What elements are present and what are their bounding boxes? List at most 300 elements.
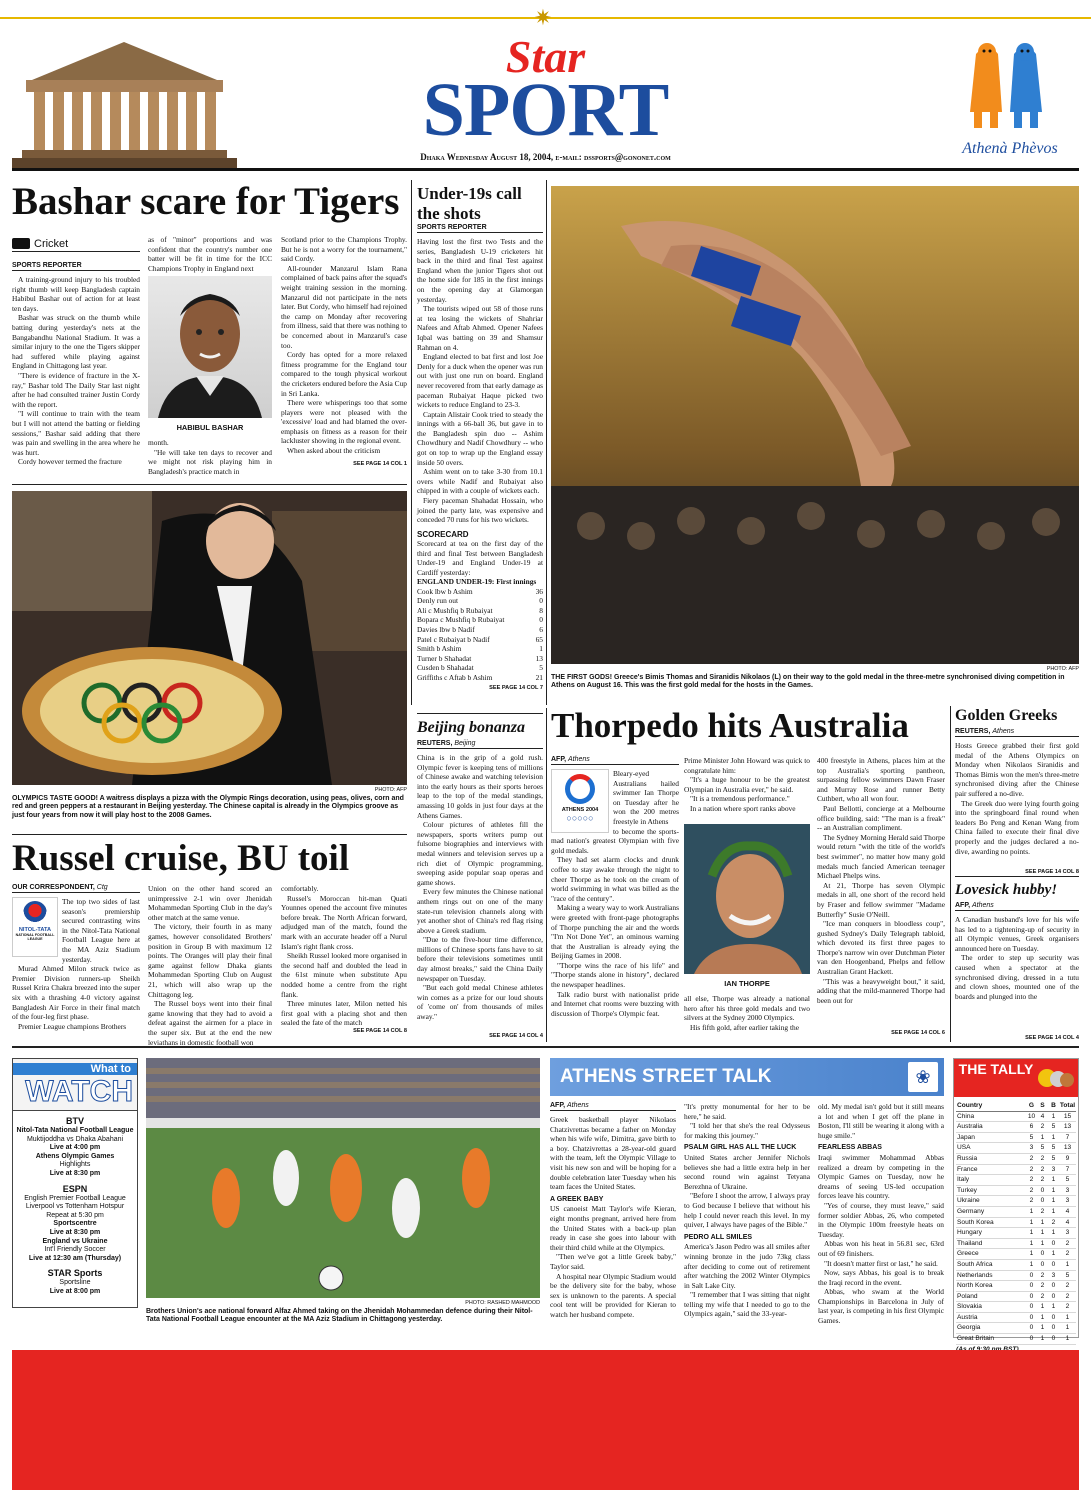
paragraph: Abbas won his heat in 56.81 sec, 63rd out of 69 finishers. (818, 1239, 944, 1258)
listing-line: Live at 8:30 pm (49, 1228, 101, 1236)
scorecard-row (417, 587, 543, 597)
paragraph: 400 freestyle in Athens, places him at the top Australia's sporting pantheon, surpassing fellow swimmers Dawn Fraser and Murray Rose and runner Betty Cuthbert, who all won four. (817, 756, 945, 804)
batsman: Bopara c Mushfiq b Rubaiyat (417, 615, 505, 625)
paragraph: "I told her that she's the real Odysseus for making this journey." (684, 1121, 810, 1140)
medal-count-cell: 1 (1029, 1218, 1034, 1226)
paragraph: In a nation where sport ranks above (690, 803, 796, 813)
thorpe-illustration (684, 824, 810, 974)
paragraph: "It's pretty monumental for her to be here," he said. (684, 1102, 810, 1121)
mid-bottom-rule (12, 1046, 1079, 1048)
country-cell: France (957, 1165, 978, 1173)
medal-count-cell: 2 (1040, 1154, 1045, 1162)
medals-icon (1038, 1067, 1074, 1091)
golden-byline-text: REUTERS, (955, 728, 991, 735)
masthead-title-sport: SPORT (422, 68, 669, 152)
header-cell: G (1028, 1102, 1035, 1109)
medal-count-cell: 2 (1065, 1282, 1070, 1290)
country-cell: Poland (957, 1292, 978, 1300)
paragraph: Russel's Moroccan hit-man Quati Younnes opened the account five minutes before break. The North African forward, adjudged man of the match, found the mark with an accurate header off a Nurul Islam's right flank cross. (281, 893, 407, 951)
medal-count-cell: 1 (1051, 1250, 1056, 1258)
lovesick-body-text (955, 915, 1079, 1033)
subhead: PSALM GIRL HAS ALL THE LUCK (684, 1144, 797, 1152)
tally-header-row (956, 1101, 1076, 1112)
paragraph: Scotland prior to the Champions Trophy. But he is not a worry for the tournament," said Cordy. (281, 235, 407, 264)
scorecard-row (417, 596, 543, 606)
paragraph: old. My medal isn't gold but it still means a lot and when I get off the plane in Boston, I'll still be wearing it along with a huge smile." (818, 1102, 944, 1140)
paragraph: comfortably. (281, 884, 319, 893)
thorpe-col3-text (817, 756, 945, 1028)
medal-count-cell: 6 (1029, 1123, 1034, 1131)
runs: 0 (539, 615, 543, 625)
medal-count-cell: 4 (1040, 1112, 1045, 1120)
street-byline-place: Athens (567, 1102, 589, 1109)
country-cell: Georgia (957, 1324, 981, 1332)
bashar-col1-text (12, 275, 140, 471)
paragraph: all else, Thorpe was already a national hero after his three gold medals and two silvers at the Sydney 2000 Olympics. (684, 994, 810, 1023)
country-cell: Great Britain (957, 1335, 995, 1343)
tally-row (956, 1239, 1076, 1250)
bashar-col2-top: as of "minor" proportions and was confident that the country's number one batter will be fit in time for the ICC Champions Trophy in England next (148, 235, 272, 273)
football-player-icon (23, 901, 47, 925)
channel-name: ESPN (62, 1183, 88, 1194)
paragraph: They had set alarm clocks and drunk coffee to stay awake through the night to cheer Thorpe as he took on the cream of world swimming in what was billed as the "race of the century". (551, 855, 679, 903)
beijing-byline-place: Beijing (454, 740, 476, 747)
paragraph: China is in the grip of a gold rush. Olympic fever is keeping tens of millions of Chinese awake and watching television into the early hours as their sports heroes leap to the top of the medal standings, amassing 10 golds in just four days at the Athens Games. (417, 753, 543, 820)
golden-byline-place: Athens (992, 728, 1015, 735)
medal-count-cell: 15 (1063, 1112, 1072, 1120)
paragraph: United States archer Jennifer Nichols believes she had a little extra help in her second round win against Tetyana Berezhna of Ukraine. (684, 1152, 810, 1191)
bashar-col3-text (281, 235, 407, 459)
medal-count-cell: 0 (1040, 1186, 1045, 1194)
russel-top-rule (12, 834, 407, 835)
medal-count-cell: 1 (1051, 1197, 1056, 1205)
medal-count-cell: 1 (1065, 1324, 1070, 1332)
paragraph: Iraqi swimmer Mohammad Abbas realized a dream by competing in the Olympic Games on Tuesday, now he dreams of seeing US-led occupation forces leave his country. (818, 1152, 944, 1201)
medal-count-cell: 0 (1040, 1250, 1045, 1258)
paragraph: His fifth gold, after earlier taking the (690, 1022, 799, 1032)
medal-count-cell: 2 (1029, 1154, 1034, 1162)
paragraph: The top two sides of last season's premiership secured contrasting wins in the Nitol-Tata National Football League here at the MA Aziz Stadium yesterday. (62, 897, 140, 964)
football-caption: Brothers Union's ace national forward Alfaz Ahmed taking on the Jhenidah Mohammedan defence during their Nitol-Tata National Football League encounter at the MA Aziz Stadium in Chittagong yesterday. (146, 1308, 533, 1324)
paragraph: Abbas, who swam at the World Championships in Barcelona in July of last year, is competing in his first Olympic Games. (818, 1287, 944, 1326)
street-talk-banner (550, 1058, 944, 1096)
bottom-red-band (12, 1350, 1079, 1490)
tally-row (956, 1143, 1076, 1154)
bashar-see-page: SEE PAGE 14 COL 1 (353, 461, 407, 467)
scorecard-row (417, 663, 543, 673)
scorecard-row (417, 644, 543, 654)
medal-count-cell: 1 (1040, 1303, 1045, 1311)
medal-count-cell: 1 (1029, 1229, 1034, 1237)
tally-row (956, 1281, 1076, 1292)
paragraph: "There is evidence of fracture in the X-ray," Bashar told The Daily Star last night after he had consulted trainer Justin Cordy with the report. (12, 370, 140, 409)
thorpe-byline-text: AFP, (551, 756, 567, 763)
runs: 8 (539, 605, 543, 615)
medal-count-cell: 0 (1051, 1239, 1056, 1247)
thorpe-col1 (551, 756, 679, 1042)
medal-count-cell: 13 (1063, 1123, 1072, 1131)
listing-line: England vs Ukraine (42, 1237, 108, 1245)
u19-headline: Under-19s call the shots (417, 184, 522, 223)
medal-count-cell: 1 (1040, 1133, 1045, 1141)
tally-row (956, 1260, 1076, 1271)
medal-count-cell: 1 (1040, 1324, 1045, 1332)
country-cell: Italy (957, 1176, 970, 1184)
russel-see-page: SEE PAGE 14 COL 8 (353, 1028, 407, 1034)
pizza-caption: OLYMPICS TASTE GOOD! A waitress displays a pizza with the Olympic Rings decoration, using peas, olives, corn and red and green peppers at a restaurant in Beijing yesterday. The Chinese capital is already in the Olympics groove as just four years from now it will play host to the 2008 Games. (12, 795, 404, 819)
country-cell: Netherlands (957, 1271, 993, 1279)
thorpe-byline (551, 756, 679, 765)
medal-count-cell: 0 (1029, 1313, 1034, 1321)
medal-count-cell: 0 (1040, 1260, 1045, 1268)
street-byline-text: AFP, (550, 1102, 566, 1109)
tally-row (956, 1334, 1076, 1345)
masthead-dateline: Dhaka Wednesday August 18, 2004, e-mail: dssports@gononet.com (420, 152, 671, 162)
diving-left-rule (546, 180, 547, 705)
medal-count-cell: 2 (1065, 1250, 1070, 1258)
country-cell: China (957, 1112, 975, 1120)
u19-see-page: SEE PAGE 14 COL 7 (489, 684, 543, 691)
paragraph: The Sydney Morning Herald said Thorpe would return "with the title of the world's best swimmer", no matter how many gold medals much fancied American teenager Michael Phelps wins. (817, 832, 945, 881)
listing-line: English Premier Football League (24, 1194, 126, 1202)
subhead: FEARLESS ABBAS (818, 1144, 882, 1152)
medal-count-cell: 5 (1065, 1176, 1070, 1184)
paragraph: A hospital near Olympic Stadium would be the delivery site for the baby, whose sex is unknown to the parents. A special cool tent will be provided for Kieran to watch her husband compete. (550, 1271, 676, 1319)
bashar-col2-bottom (148, 438, 272, 480)
beijing-body (417, 740, 543, 1042)
tally-box (953, 1058, 1079, 1343)
country-cell: Russia (957, 1154, 978, 1162)
paragraph: Cordy however termed the fracture (18, 457, 122, 467)
paragraph: The victory, their fourth in as many games, however consolidated Brothers' position in Group B with maximum 12 points. The Oranges will play their final game against fellow Dhaka giants Mohammedan Sporting Club on August 21, which will also wrap up the Chittagong leg. (148, 922, 272, 999)
russel-byline (12, 884, 140, 893)
u19-body-text (417, 237, 543, 527)
listing-line: Repeat at 5:30 pm (46, 1211, 104, 1219)
tally-row (956, 1175, 1076, 1186)
runs: 65 (535, 634, 543, 644)
paragraph: to become the sports-mad nation's greatest Olympian with five gold medals. (551, 826, 679, 855)
tally-row (956, 1186, 1076, 1197)
listing-line: Live at 4:00 pm (49, 1144, 101, 1152)
sun-icon: ✷ (533, 5, 553, 30)
lovesick-byline (955, 902, 1079, 911)
bashar-section-label: Cricket (34, 237, 69, 250)
medal-count-cell: 4 (1065, 1207, 1070, 1215)
medal-count-cell: 0 (1029, 1271, 1034, 1279)
paragraph: Talk radio burst with nationalist pride and Internet chat rooms were buzzing with discussion of Thorpe's Olympic feat. (551, 989, 679, 1018)
what-to-watch-box (12, 1058, 138, 1308)
cricket-icon (12, 238, 30, 249)
bashar-headline: Bashar scare for Tigers (12, 180, 400, 223)
u19-scorecard-table (417, 587, 543, 683)
paragraph: "Then we've got a little Greek baby," Taylor said. (550, 1252, 676, 1271)
medal-count-cell: 0 (1051, 1335, 1056, 1343)
medal-count-cell: 1 (1051, 1303, 1056, 1311)
country-cell: Australia (957, 1123, 983, 1131)
thorpe-col2-bottom (684, 994, 810, 1040)
u19-body (417, 224, 543, 709)
runs: 0 (539, 596, 543, 606)
medal-count-cell: 5 (1040, 1144, 1045, 1152)
medal-count-cell: 1 (1040, 1229, 1045, 1237)
country-cell: South Korea (957, 1218, 994, 1226)
medal-count-cell: 0 (1029, 1324, 1034, 1332)
medal-count-cell: 1 (1051, 1112, 1056, 1120)
mascot-label: Athenà Phèvos (962, 140, 1058, 157)
nitol-tata-logo-text: NITOL-TATA (18, 927, 52, 933)
medal-count-cell: 0 (1051, 1324, 1056, 1332)
tally-header (954, 1059, 1078, 1097)
paragraph: The Greek duo were lying fourth going into the springboard final round when leaders Bo Peng and Kenan Wang from China failed to execute their final dive properly and the judges declared a no-dive, awarding no points. (955, 798, 1079, 856)
paragraph: Prime Minister John Howard was quick to congratulate him: (684, 756, 810, 775)
medal-count-cell: 3 (1051, 1271, 1056, 1279)
listing-line: Live at 8:30 pm (49, 1169, 101, 1177)
country-cell: Greece (957, 1250, 979, 1258)
country-cell: Turkey (957, 1186, 977, 1194)
thorpe-byline-place: Athens (568, 756, 590, 763)
medal-count-cell: 1 (1051, 1229, 1056, 1237)
paragraph: When asked about the criticism (287, 446, 381, 456)
medal-count-cell: 7 (1065, 1133, 1070, 1141)
paragraph: "Thorpe wins the race of his life" and "Thorpe stands alone in history", declared the newspaper headlines. (551, 960, 679, 990)
country-cell: Ukraine (957, 1197, 980, 1205)
medal-count-cell: 0 (1051, 1313, 1056, 1321)
thorpe-see-page: SEE PAGE 14 COL 6 (891, 1030, 945, 1036)
paragraph: US canoeist Matt Taylor's wife Kieran, eight months pregnant, arrived here from the United States with a back-up plan ready in case she goes into labour with their third child while at the Olympics. (550, 1204, 676, 1252)
paragraph: "Due to the five-hour time difference, millions of Chinese sports fans have to sit before their televisions sometimes until day almost breaks," said the China Daily newspaper on Tuesday. (417, 935, 543, 983)
thorpe-col2-top (684, 756, 810, 820)
beijing-byline (417, 740, 543, 749)
pizza-photo (12, 491, 407, 785)
tally-row (956, 1313, 1076, 1324)
runs: 21 (535, 672, 543, 682)
u19-innings-label: ENGLAND UNDER-19: First innings (417, 577, 537, 586)
russel-col3-text (281, 884, 407, 1026)
watch-title-small: What to (90, 1063, 131, 1075)
paragraph: Now, says Abbas, his goal is to break the Iraqi record in the event. (818, 1268, 944, 1287)
portrait-illustration (148, 276, 272, 418)
medal-count-cell: 0 (1051, 1292, 1056, 1300)
medal-count-cell: 5 (1065, 1271, 1070, 1279)
thorpe-headline: Thorpedo hits Australia (551, 706, 909, 745)
golden-left-rule (950, 706, 951, 1042)
bashar-col3 (281, 235, 407, 471)
bashar-portrait (148, 276, 272, 418)
beijing-headline: Beijing bonanza (417, 719, 526, 736)
bashar-photo-label: HABIBUL BASHAR (176, 423, 244, 432)
street-col1 (550, 1102, 676, 1338)
medal-count-cell: 1 (1029, 1239, 1034, 1247)
listing-line: Int'l Friendly Soccer (44, 1246, 106, 1254)
athens-emblem-icon: ❀ (908, 1062, 938, 1092)
paragraph: "It doesn't matter first or last," he said. (824, 1258, 938, 1268)
street-talk-title: ATHENS STREET TALK (560, 1066, 772, 1087)
thorpe-left-rule (546, 708, 547, 1042)
russel-col3 (281, 884, 407, 1040)
country-cell: Germany (957, 1207, 985, 1215)
tally-row (956, 1302, 1076, 1313)
paragraph: The Russel boys went into their final game knowing that they had to avoid a defeat against the airmen for a place in the super six. But at the end the new leviathans in domestic football won (148, 999, 272, 1047)
medal-count-cell: 1 (1065, 1335, 1070, 1343)
paragraph: "This was a heavyweight bout," it said, adding that the mild-mannered Thorpe had been out for (817, 976, 945, 1005)
medal-count-cell: 1 (1051, 1186, 1056, 1194)
tally-row (956, 1112, 1076, 1123)
pizza-illustration (12, 491, 407, 785)
lovesick-body (955, 902, 1079, 1040)
paragraph: The order to step up security was caused when a spectator at the synchronised diving, dressed in a tutu and clown shoes, mounted one of the boards and plunged into the (955, 953, 1079, 1001)
street-col1-text (550, 1115, 676, 1335)
batsman: Denly run out (417, 596, 459, 606)
runs: 5 (539, 663, 543, 673)
medal-count-cell: 2 (1065, 1303, 1070, 1311)
medal-count-cell: 1 (1040, 1218, 1045, 1226)
thorpe-photo-label: IAN THORPE (724, 979, 770, 988)
header-cell: B (1051, 1102, 1056, 1109)
bashar-section (12, 236, 140, 252)
medal-count-cell: 1 (1065, 1260, 1070, 1268)
tally-row (956, 1165, 1076, 1176)
golden-see-page: SEE PAGE 14 COL 8 (1025, 869, 1079, 875)
medal-count-cell: 2 (1029, 1197, 1034, 1205)
batsman: Smith b Ashim (417, 644, 462, 654)
medal-count-cell: 1 (1029, 1260, 1034, 1268)
paragraph: "It is a tremendous performance." (690, 794, 790, 804)
street-col2 (684, 1102, 810, 1338)
header-cell: Country (957, 1102, 983, 1109)
street-col3 (818, 1102, 944, 1338)
paragraph: "Ice man conquers in bloodless coup", gushed Sydney's Daily Telegraph tabloid, which devoted its first three pages to Thorpe's narrow win over Dutchman Pieter van den Hoogenband, Phelps and fellow Australian Grant Hackett. (817, 919, 945, 977)
paragraph: "He will take ten days to recover and we might not risk playing him in Bangladesh's practice match in (148, 447, 272, 476)
medal-count-cell: 1 (1040, 1335, 1045, 1343)
paragraph: A Canadian husband's love for his wife has led to a tightening-up of security in all Olympic venues, Greek organisers announced here on Tuesday. (955, 915, 1079, 953)
paragraph: England elected to bat first and lost Joe Denly for a duck when the opener was run out with just one run on board. England never recovered from that early damage as paceman Rubaiyat Haque picked two wickets to reduce England to 23-3. (417, 352, 543, 410)
paragraph: America's Jason Pedro was all smiles after winning bronze in the judo 73kg class after deciding to come out of retirement after watching the 2002 Winter Olympics in Salt Lake City. (684, 1242, 810, 1290)
paragraph: Having lost the first two Tests and the series, Bangladesh U-19 cricketers hit back in the third and final Test against England when the junior Tigers shot out the home side for 185 in the first innings on the opening day at Glamorgan yesterday. (417, 237, 543, 304)
batsman: Ali c Mushfiq b Rubaiyat (417, 605, 493, 615)
tally-row (956, 1271, 1076, 1282)
tally-row (956, 1218, 1076, 1229)
paragraph: month. (148, 438, 169, 447)
medal-count-cell: 2 (1040, 1292, 1045, 1300)
subhead: PEDRO ALL SMILES (684, 1233, 753, 1241)
medal-count-cell: 1 (1029, 1207, 1034, 1215)
medal-count-cell: 1 (1051, 1207, 1056, 1215)
medal-count-cell: 2 (1040, 1207, 1045, 1215)
medal-count-cell: 1 (1040, 1313, 1045, 1321)
medal-count-cell: 3 (1051, 1165, 1056, 1173)
medal-count-cell: 2 (1065, 1239, 1070, 1247)
scorecard-row (417, 625, 543, 635)
diving-photo (551, 186, 1079, 664)
paragraph: Greek basketball player Nikolaos Chatzivrettas became a father on Monday when his wife wife, Dimitra, gave birth to a boy. Chatzivrettas a 28-year-old guard with the team, left the Olympic Village to visit his new son and will be hoping for a double celebration later Tuesday when his team faces the United States. (550, 1115, 676, 1192)
listing-line: Sportsline (59, 1279, 91, 1287)
beijing-top-rule (417, 713, 543, 714)
scorecard-row (417, 615, 543, 625)
olive-wreath-icon (565, 774, 595, 804)
masthead-bottom-rule (12, 168, 1079, 171)
paragraph: Premier League champions Brothers (18, 1021, 127, 1031)
listing-line: Athens Olympic Games (35, 1152, 115, 1160)
lovesick-top-rule (955, 876, 1079, 877)
medal-count-cell: 3 (1065, 1186, 1070, 1194)
channel-name: STAR Sports (47, 1268, 103, 1279)
tally-row (956, 1228, 1076, 1239)
country-cell: Hungary (957, 1229, 982, 1237)
medal-count-cell: 0 (1029, 1303, 1034, 1311)
listing-line: Sportscentre (53, 1220, 97, 1228)
paragraph: At 21, Thorpe has seven Olympic medals in all, one short of the record held by Fraser and fellow swimmer "Madame Butterfly" Susie O'Neill. (817, 880, 945, 919)
batsman: Cook lbw b Ashim (417, 586, 473, 596)
listing-line: Muktijoddha vs Dhaka Abahani (26, 1135, 124, 1143)
medal-count-cell: 9 (1065, 1154, 1070, 1162)
runs: 1 (539, 644, 543, 654)
medal-count-cell: 3 (1065, 1229, 1070, 1237)
athens-2004-logo (551, 769, 609, 833)
medal-count-cell: 2 (1051, 1218, 1056, 1226)
tally-row (956, 1122, 1076, 1133)
medal-count-cell: 0 (1051, 1282, 1056, 1290)
golden-body (955, 728, 1079, 874)
medal-count-cell: 0 (1029, 1335, 1034, 1343)
nitol-tata-logo-sub: NATIONAL FOOTBALL LEAGUE (15, 933, 55, 942)
paragraph: A training-ground injury to his troubled right thumb will keep Bangladesh captain Habibul Bashar out of action for at least ten days. (12, 275, 140, 313)
paragraph: "It's a huge honour to be the greatest Olympian in Australia ever," he said. (684, 775, 810, 794)
paragraph: Hosts Greece grabbed their first gold medal of the Athens Olympics on Monday when Nikolaos Siranidis and Thomas Bimis won the men's three-metre synchronised diving after the Chinese pair suffered a no-dive. (955, 741, 1079, 798)
paragraph: Sheikh Russel looked more organised in the second half and doubled the lead in the 61st minute when substitute Apu nodded home a centre from the right flank. (281, 951, 407, 999)
russel-byline-place: Ctg (96, 884, 108, 891)
listing-line: Highlights (59, 1161, 91, 1169)
medal-count-cell: 0 (1040, 1197, 1045, 1205)
thorpe-col3 (817, 756, 945, 1042)
header-cell: Total (1059, 1102, 1076, 1109)
country-cell: USA (957, 1144, 971, 1152)
medal-count-cell: 5 (1051, 1144, 1056, 1152)
bronze-medal-icon (1060, 1073, 1074, 1087)
medal-count-cell: 1 (1051, 1176, 1056, 1184)
beijing-byline-text: REUTERS, (417, 740, 453, 747)
batsman: Turner b Shahadat (417, 653, 472, 663)
medal-count-cell: 1 (1051, 1133, 1056, 1141)
paragraph: Fiery paceman Shahadat Hossain, who joined the party late, was expensive and conceded 70 runs for his two wickets. (417, 496, 543, 525)
russel-byline-text: OUR CORRESPONDENT, (12, 884, 95, 891)
medal-count-cell: 2 (1040, 1176, 1045, 1184)
country-cell: Slovakia (957, 1303, 982, 1311)
tally-row (956, 1323, 1076, 1334)
bashar-bottom-rule (12, 484, 407, 485)
tally-row (956, 1292, 1076, 1303)
runs: 6 (539, 624, 543, 634)
paragraph: Captain Alistair Cook tried to steady the innings with a 66-ball 36, but gave in to the Bangladesh spin duo -- Ashim Chowdhury and Nadif Chowdhury -- who got on top to wrap up the England essay inside 50 overs. (417, 409, 543, 467)
paragraph: Murad Ahmed Milon struck twice as Premier Division runners-up Sheikh Russel Krira Chakra breezed into the super six with a thrashing 4-0 victory against Bangladesh Air Force in their final match of the four-leg first phase. (12, 964, 140, 1022)
paragraph: "Yes of course, they must leave," said former soldier Abbas, 26, who competed in the Olympic 100m freestyle heats on Tuesday. (818, 1200, 944, 1239)
medal-count-cell: 3 (1065, 1197, 1070, 1205)
paragraph: Colour pictures of athletes fill the newspapers, sports writers pump out fulsome biographies and interviews with medal winners and television serves up a rich diet of Olympic programming, sweeping aside popular soap operas and game shows. (417, 820, 543, 887)
paragraph: "Before I shoot the arrow, I always pray to God because I believe that without his help I could never reach this level. In my quiver, I always have pages of the Bible." (684, 1191, 810, 1230)
country-cell: South Africa (957, 1260, 993, 1268)
medal-count-cell: 0 (1029, 1282, 1034, 1290)
tally-row (956, 1133, 1076, 1144)
tally-table (954, 1097, 1078, 1353)
tally-title: THE TALLY (958, 1061, 1034, 1077)
medal-count-cell: 7 (1065, 1165, 1070, 1173)
batsman: Davies lbw b Nadif (417, 624, 475, 634)
medal-count-cell: 2 (1040, 1165, 1045, 1173)
medal-count-cell: 5 (1029, 1133, 1034, 1141)
medal-count-cell: 0 (1051, 1260, 1056, 1268)
tally-row (956, 1154, 1076, 1165)
paragraph: Cordy has opted for a more relaxed fitness programme for the England tour compared to the tough physical workout the cricketers endured before the Asia Cup in Sri Lanka. (281, 350, 408, 398)
medal-count-cell: 4 (1065, 1218, 1070, 1226)
